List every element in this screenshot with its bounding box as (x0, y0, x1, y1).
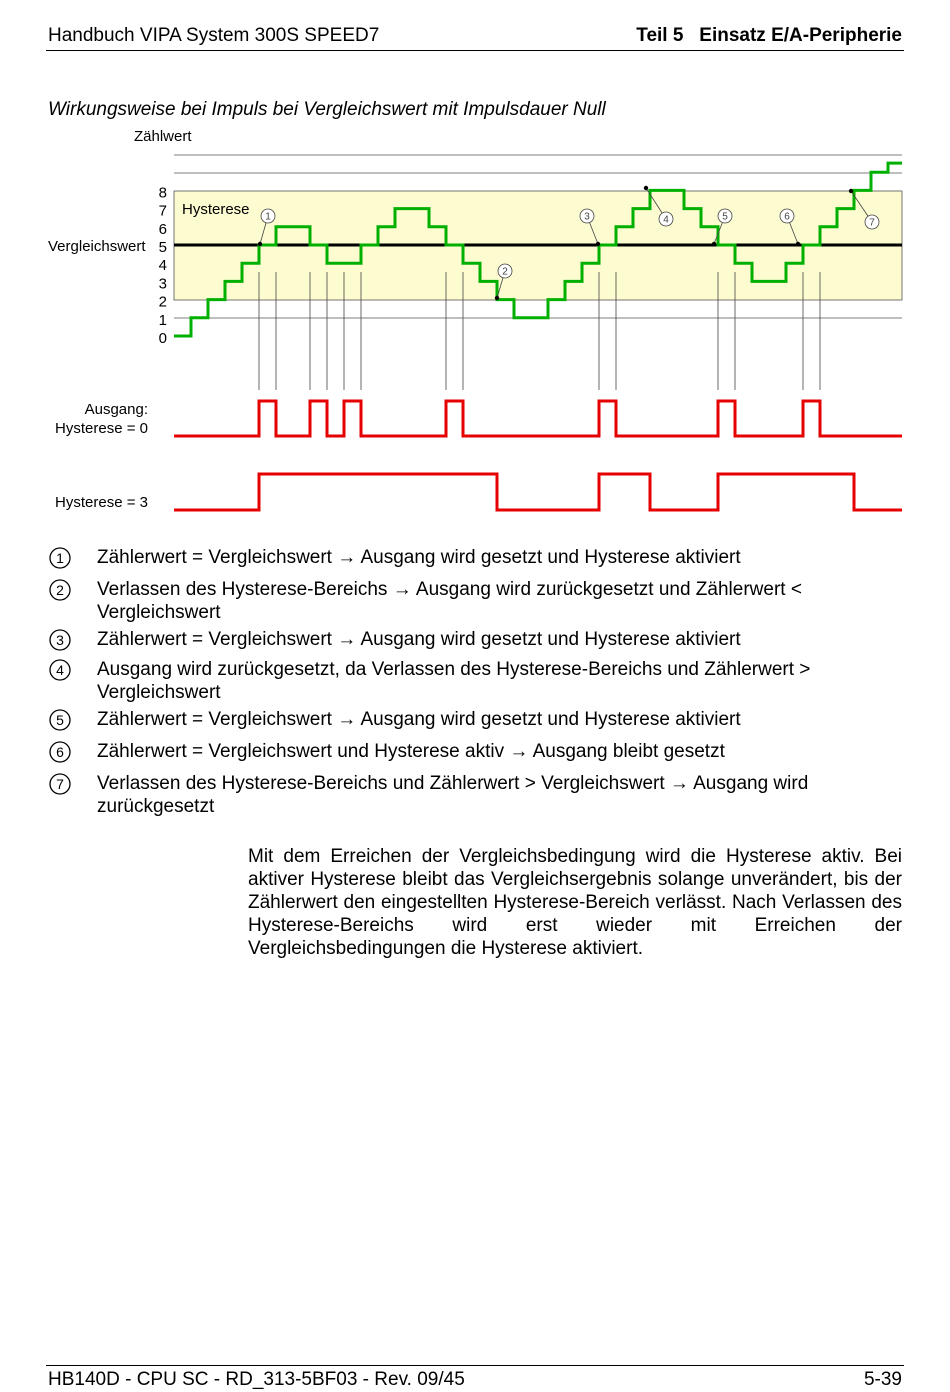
y-tick-label: 8 (158, 184, 167, 202)
hysteresis-band-label: Hysterese (182, 201, 250, 218)
event-marker-number: 1 (265, 211, 271, 223)
legend-number: 6 (56, 744, 64, 760)
output-hysteresis-3-line (174, 474, 902, 510)
legend-number-badge (48, 772, 72, 796)
y-tick-label: 0 (158, 330, 167, 347)
body-paragraph: Mit dem Erreichen der Vergleichsbedingung wird die Hysterese aktiv. Bei aktiver Hysterese bleibt das Vergleichsergebnis solange unverändert, bis der Zählerwert den eingestellten Hysterese-Bereich verlässt. Nach Verlassen des Hysterese-Bereichs wird erst wieder mit Erreichen der Vergleichsbedingungen die Hysterese aktiviert. (248, 846, 902, 959)
legend-text: Verlassen des Hysterese-Bereichs und Zählerwert > Vergleichswert → Ausgang wird zurückgesetzt (97, 773, 809, 817)
legend-number-badge (48, 708, 72, 732)
header-title: Handbuch VIPA System 300S SPEED7 (48, 25, 380, 46)
output-hysteresis-0-line (174, 401, 902, 436)
legend-number: 2 (56, 582, 64, 598)
legend-text: Verlassen des Hysterese-Bereichs → Ausgang wird zurückgesetzt und Zählerwert < Vergleichswert (97, 579, 802, 623)
legend-number: 7 (56, 776, 64, 792)
legend-number: 3 (56, 632, 64, 648)
legend-text: Zählerwert = Vergleichswert → Ausgang wird gesetzt und Hysterese aktiviert (97, 629, 741, 650)
figure-title: Wirkungsweise bei Impuls bei Vergleichswert mit Impulsdauer Null (48, 99, 606, 120)
legend-number: 1 (56, 550, 64, 566)
legend-number-badge (48, 546, 72, 570)
event-marker-number: 3 (584, 211, 590, 223)
legend-number: 5 (56, 712, 64, 728)
legend-number: 4 (56, 662, 64, 678)
legend-number-badge (48, 578, 72, 602)
y-tick-label: 5 (158, 239, 167, 256)
legend-number-badge (48, 658, 72, 682)
output-label-line2: Hysterese = 0 (55, 420, 148, 437)
y-tick-label: 4 (158, 257, 167, 275)
timing-diagram (0, 0, 950, 530)
legend-number-badge (48, 740, 72, 764)
header-section: Teil 5 Einsatz E/A-Peripherie (636, 25, 902, 46)
output2-label: Hysterese = 3 (55, 494, 148, 511)
y-tick-label: 7 (158, 202, 167, 220)
compare-label: Vergleichswert (48, 238, 146, 255)
footer-rule (46, 1365, 904, 1366)
event-marker-number: 2 (502, 266, 508, 278)
event-marker-number: 5 (722, 211, 728, 223)
y-axis-label: Zählwert (134, 128, 192, 145)
footer-page-number: 5-39 (863, 1369, 902, 1390)
legend-text: Ausgang wird zurückgesetzt, da Verlassen des Hysterese-Bereichs und Zählerwert > Vergleichswert (97, 659, 811, 703)
legend-text: Zählerwert = Vergleichswert → Ausgang wird gesetzt und Hysterese aktiviert (97, 709, 741, 730)
legend-number-badge (48, 628, 72, 652)
event-marker-number: 4 (663, 214, 669, 226)
output-label-line1: Ausgang: (84, 401, 148, 418)
y-tick-label: 1 (158, 311, 167, 329)
event-marker-number: 6 (784, 211, 790, 223)
y-tick-label: 2 (158, 293, 167, 311)
y-tick-label: 3 (158, 275, 167, 293)
footer-doc-id: HB140D - CPU SC - RD_313-5BF03 - Rev. 09/45 (48, 1369, 465, 1390)
legend-text: Zählerwert = Vergleichswert → Ausgang wird gesetzt und Hysterese aktiviert (97, 547, 741, 568)
legend-text: Zählerwert = Vergleichswert und Hysterese aktiv → Ausgang bleibt gesetzt (97, 741, 725, 762)
event-marker-number: 7 (869, 217, 875, 229)
y-tick-label: 6 (158, 220, 167, 238)
